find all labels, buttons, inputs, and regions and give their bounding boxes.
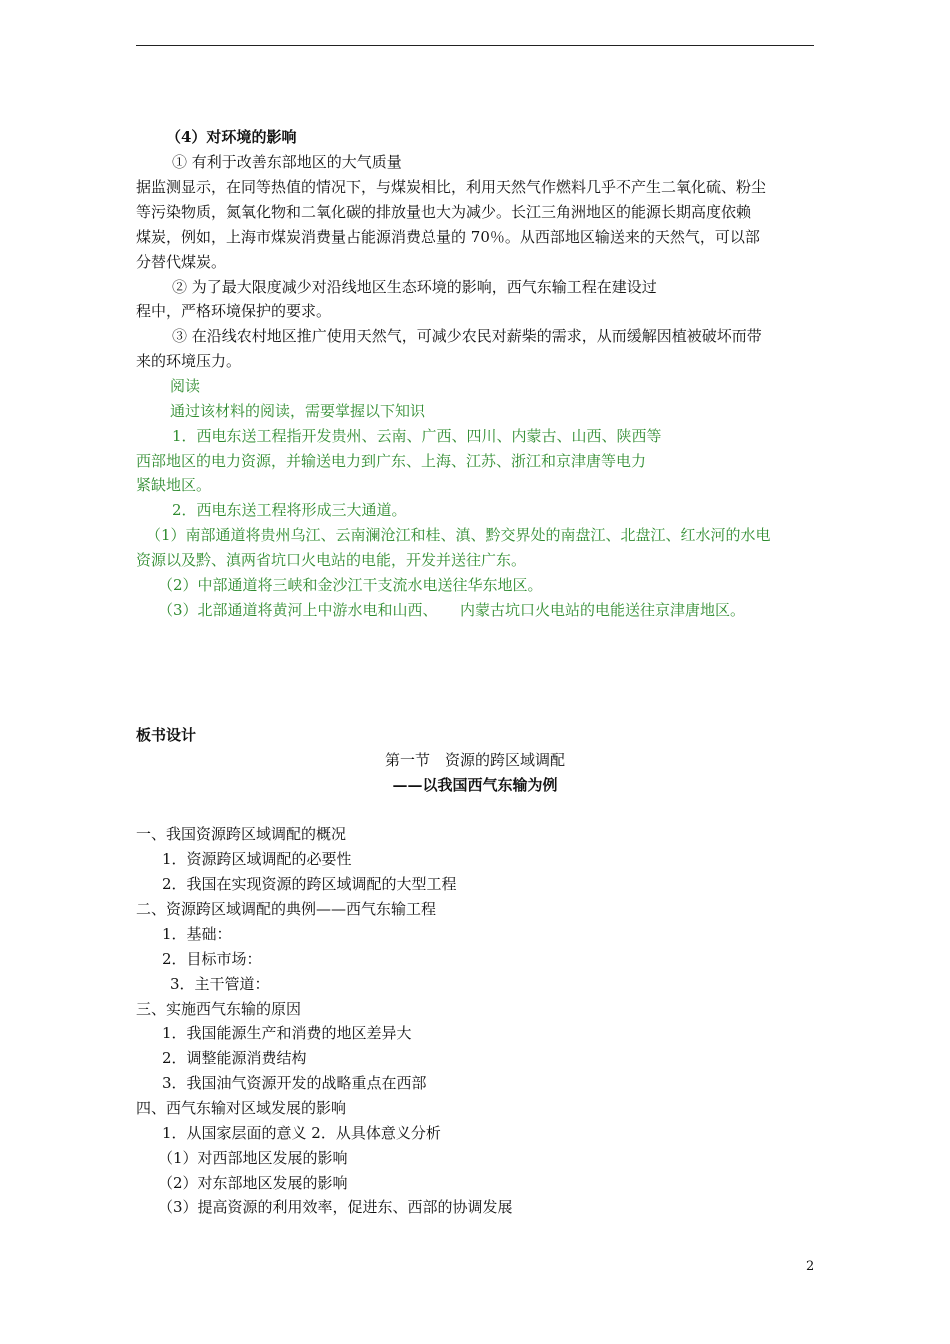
reading-item1-line: 西部地区的电力资源，并输送电力到广东、上海、江苏、浙江和京津唐等电力 [136, 452, 647, 470]
outline-subitem: （1）对西部地区发展的影响 [158, 1149, 348, 1167]
board-label: 板书设计 [136, 726, 197, 744]
point3-line: 来的环境压力。 [136, 352, 242, 370]
reading-intro: 通过该材料的阅读，需要掌握以下知识 [170, 402, 426, 420]
page-number: 2 [806, 1259, 815, 1274]
outline-heading-4: 四、西气东输对区域发展的影响 [136, 1099, 347, 1117]
outline-item: 3．我国油气资源开发的战略重点在西部 [162, 1074, 427, 1092]
outline-item: 1．从国家层面的意义 2．从具体意义分析 [162, 1124, 441, 1142]
point3-line: ③ 在沿线农村地区推广使用天然气，可减少农民对薪柴的需求，从而缓解因植被破坏而带 [172, 327, 762, 345]
outline-subitem: （2）对东部地区发展的影响 [158, 1174, 348, 1192]
outline-item: 1．基础： [162, 925, 232, 943]
point2-line: ② 为了最大限度减少对沿线地区生态环境的影响，西气东输工程在建设过 [172, 278, 657, 296]
channel2: （2）中部通道将三峡和金沙江干支流水电送往华东地区。 [158, 576, 543, 594]
outline-item: 2．我国在实现资源的跨区域调配的大型工程 [162, 875, 457, 893]
outline-item: 2．调整能源消费结构 [162, 1049, 307, 1067]
board-title: 第一节 资源的跨区域调配 [384, 751, 565, 769]
channel1-line: （1）南部通道将贵州乌江、云南澜沧江和桂、滇、黔交界处的南盘江、北盘江、红水河的水电 [146, 526, 771, 544]
outline-heading-3: 三、实施西气东输的原因 [136, 1000, 302, 1018]
channel1-line: 资源以及黔、滇两省坑口火电站的电能，开发并送往广东。 [136, 551, 527, 569]
outline-heading-1: 一、我国资源跨区域调配的概况 [136, 825, 347, 843]
section-heading: （4）对环境的影响 [166, 128, 297, 146]
reading-item2: 2．西电东送工程将形成三大通道。 [172, 501, 407, 519]
board-subtitle: ——以我国西气东输为例 [392, 776, 558, 794]
point1-title: ① 有利于改善东部地区的大气质量 [172, 153, 402, 171]
point1-body-line: 煤炭，例如，上海市煤炭消费量占能源消费总量的 70％。从西部地区输送来的天然气，可以部 [136, 228, 760, 246]
point1-body-line: 分替代煤炭。 [136, 253, 227, 271]
outline-item: 2．目标市场： [162, 950, 262, 968]
outline-item: 1．我国能源生产和消费的地区差异大 [162, 1024, 412, 1042]
outline-item: 1．资源跨区域调配的必要性 [162, 850, 352, 868]
outline-subitem: （3）提高资源的利用效率，促进东、西部的协调发展 [158, 1198, 513, 1216]
reading-item1-line: 1．西电东送工程指开发贵州、云南、广西、四川、内蒙古、山西、陕西等 [172, 427, 662, 445]
point2-line: 程中，严格环境保护的要求。 [136, 302, 332, 320]
point1-body-line: 等污染物质，氮氧化物和二氧化碳的排放量也大为减少。长江三角洲地区的能源长期高度依赖 [136, 203, 752, 221]
channel3: （3）北部通道将黄河上中游水电和山西、 内蒙古坑口火电站的电能送往京津唐地区。 [158, 601, 746, 619]
reading-item1-line: 紧缺地区。 [136, 476, 212, 494]
outline-heading-2: 二、资源跨区域调配的典例——西气东输工程 [136, 900, 437, 918]
point1-body-line: 据监测显示，在同等热值的情况下，与煤炭相比，利用天然气作燃料几乎不产生二氧化硫、粉尘 [136, 178, 767, 196]
reading-title: 阅读 [170, 377, 201, 395]
header-rule [136, 45, 814, 46]
outline-item: 3．主干管道： [170, 975, 270, 993]
